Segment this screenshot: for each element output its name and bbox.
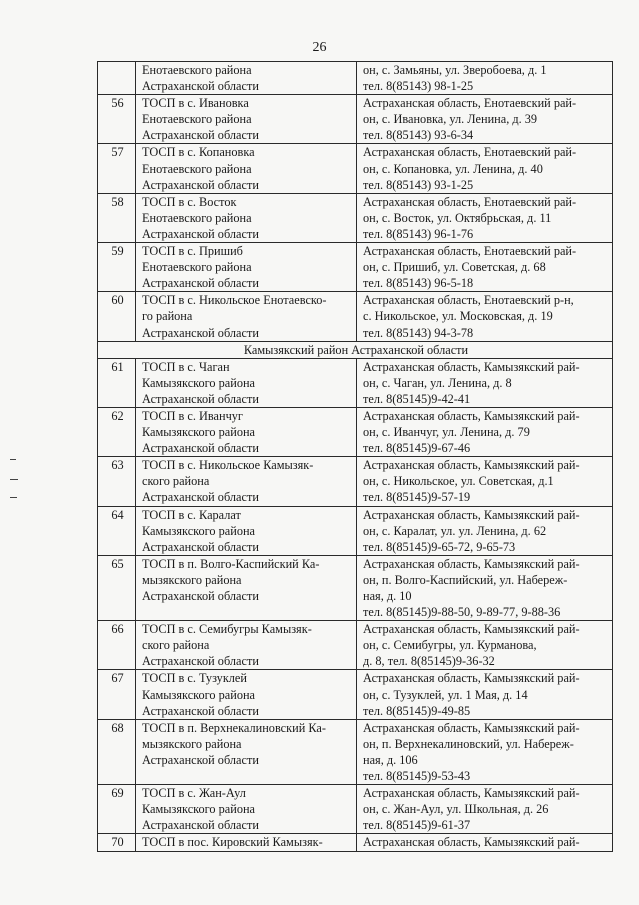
office-name: ТОСП в с. Жан-Аул Камызякского района Астраханской области — [136, 785, 357, 834]
section-header: Камызякский район Астраханской области — [98, 341, 613, 358]
office-address: Астраханская область, Енотаевский рай- он, с. Ивановка, ул. Ленина, д. 39 тел. 8(85143) 93-6-34 — [357, 95, 613, 144]
office-address: Астраханская область, Камызякский рай- он, п. Верхнекалиновский, ул. Набереж- ная, д. 106 тел. 8(85145)9-53-43 — [357, 719, 613, 784]
row-number: 65 — [98, 555, 136, 620]
row-number: 70 — [98, 834, 136, 851]
row-number: 63 — [98, 457, 136, 506]
table-row — [98, 193, 613, 242]
table-row — [98, 243, 613, 292]
office-name: ТОСП в с. Восток Енотаевского района Астраханской области — [136, 193, 357, 242]
office-name: ТОСП в с. Никольское Камызяк- ского района Астраханской области — [136, 457, 357, 506]
office-address: Астраханская область, Камызякский рай- он, п. Волго-Каспийский, ул. Набереж- ная, д. 10 тел. 8(85145)9-88-50, 9-89-77, 9-88-36 — [357, 555, 613, 620]
office-name: ТОСП в с. Никольское Енотаевско- го района Астраханской области — [136, 292, 357, 341]
office-address: Астраханская область, Енотаевский рай- он, с. Восток, ул. Октябрьская, д. 11 тел. 8(85143) 96-1-76 — [357, 193, 613, 242]
office-name: ТОСП в с. Чаган Камызякского района Астраханской области — [136, 358, 357, 407]
office-name: ТОСП в с. Копановка Енотаевского района Астраханской области — [136, 144, 357, 193]
registry-table — [97, 61, 613, 852]
office-name: ТОСП в пос. Кировский Камызяк- — [136, 834, 357, 851]
row-number — [98, 62, 136, 95]
row-number: 66 — [98, 621, 136, 670]
row-number: 57 — [98, 144, 136, 193]
row-number: 64 — [98, 506, 136, 555]
table-row — [98, 358, 613, 407]
row-number: 68 — [98, 719, 136, 784]
office-address: Астраханская область, Камызякский рай- он, с. Семибугры, ул. Курманова, д. 8, тел. 8(85145)9-36-32 — [357, 621, 613, 670]
table-row — [98, 834, 613, 851]
row-number: 58 — [98, 193, 136, 242]
row-number: 61 — [98, 358, 136, 407]
office-name: ТОСП в п. Волго-Каспийский Ка- мызякского района Астраханской области — [136, 555, 357, 620]
office-address: Астраханская область, Камызякский рай- он, с. Никольское, ул. Советская, д.1 тел. 8(85145)9-57-19 — [357, 457, 613, 506]
office-address: Астраханская область, Камызякский рай- он, с. Тузуклей, ул. 1 Мая, д. 14 тел. 8(85145)9-49-85 — [357, 670, 613, 719]
office-name: ТОСП в с. Каралат Камызякского района Астраханской области — [136, 506, 357, 555]
table-row — [98, 785, 613, 834]
table-row — [98, 292, 613, 341]
office-address: Астраханская область, Камызякский рай- он, с. Чаган, ул. Ленина, д. 8 тел. 8(85145)9-42-41 — [357, 358, 613, 407]
section-header-row — [98, 341, 613, 358]
office-name: ТОСП в с. Иванчуг Камызякского района Астраханской области — [136, 407, 357, 456]
office-name: Енотаевского района Астраханской области — [136, 62, 357, 95]
margin-marks — [10, 459, 22, 504]
row-number: 67 — [98, 670, 136, 719]
office-address: Астраханская область, Камызякский рай- он, с. Жан-Аул, ул. Школьная, д. 26 тел. 8(85145)9-61-37 — [357, 785, 613, 834]
office-address: Астраханская область, Камызякский рай- — [357, 834, 613, 851]
table-row — [98, 457, 613, 506]
office-name: ТОСП в с. Тузуклей Камызякского района Астраханской области — [136, 670, 357, 719]
row-number: 69 — [98, 785, 136, 834]
registry-table-body — [98, 62, 613, 852]
page-number: 26 — [312, 40, 327, 55]
office-address: Астраханская область, Енотаевский рай- он, с. Копановка, ул. Ленина, д. 40 тел. 8(85143) 93-1-25 — [357, 144, 613, 193]
office-address: он, с. Замьяны, ул. Зверобоева, д. 1 тел. 8(85143) 98-1-25 — [357, 62, 613, 95]
office-address: Астраханская область, Енотаевский рай- он, с. Пришиб, ул. Советская, д. 68 тел. 8(85143) 96-5-18 — [357, 243, 613, 292]
table-row — [98, 555, 613, 620]
table-row — [98, 62, 613, 95]
office-name: ТОСП в с. Ивановка Енотаевского района Астраханской области — [136, 95, 357, 144]
office-address: Астраханская область, Камызякский рай- он, с. Каралат, ул. ул. Ленина, д. 62 тел. 8(85145)9-65-72, 9-65-73 — [357, 506, 613, 555]
row-number: 60 — [98, 292, 136, 341]
table-row — [98, 144, 613, 193]
table-row — [98, 621, 613, 670]
table-row — [98, 719, 613, 784]
office-name: ТОСП в п. Верхнекалиновский Ка- мызякского района Астраханской области — [136, 719, 357, 784]
office-name: ТОСП в с. Пришиб Енотаевского района Астраханской области — [136, 243, 357, 292]
row-number: 62 — [98, 407, 136, 456]
row-number: 59 — [98, 243, 136, 292]
row-number: 56 — [98, 95, 136, 144]
office-name: ТОСП в с. Семибугры Камызяк- ского района Астраханской области — [136, 621, 357, 670]
table-row — [98, 407, 613, 456]
table-row — [98, 670, 613, 719]
office-address: Астраханская область, Енотаевский р-н, с. Никольское, ул. Московская, д. 19 тел. 8(85143) 94-3-78 — [357, 292, 613, 341]
table-row — [98, 95, 613, 144]
office-address: Астраханская область, Камызякский рай- он, с. Иванчуг, ул. Ленина, д. 79 тел. 8(85145)9-67-46 — [357, 407, 613, 456]
table-row — [98, 506, 613, 555]
